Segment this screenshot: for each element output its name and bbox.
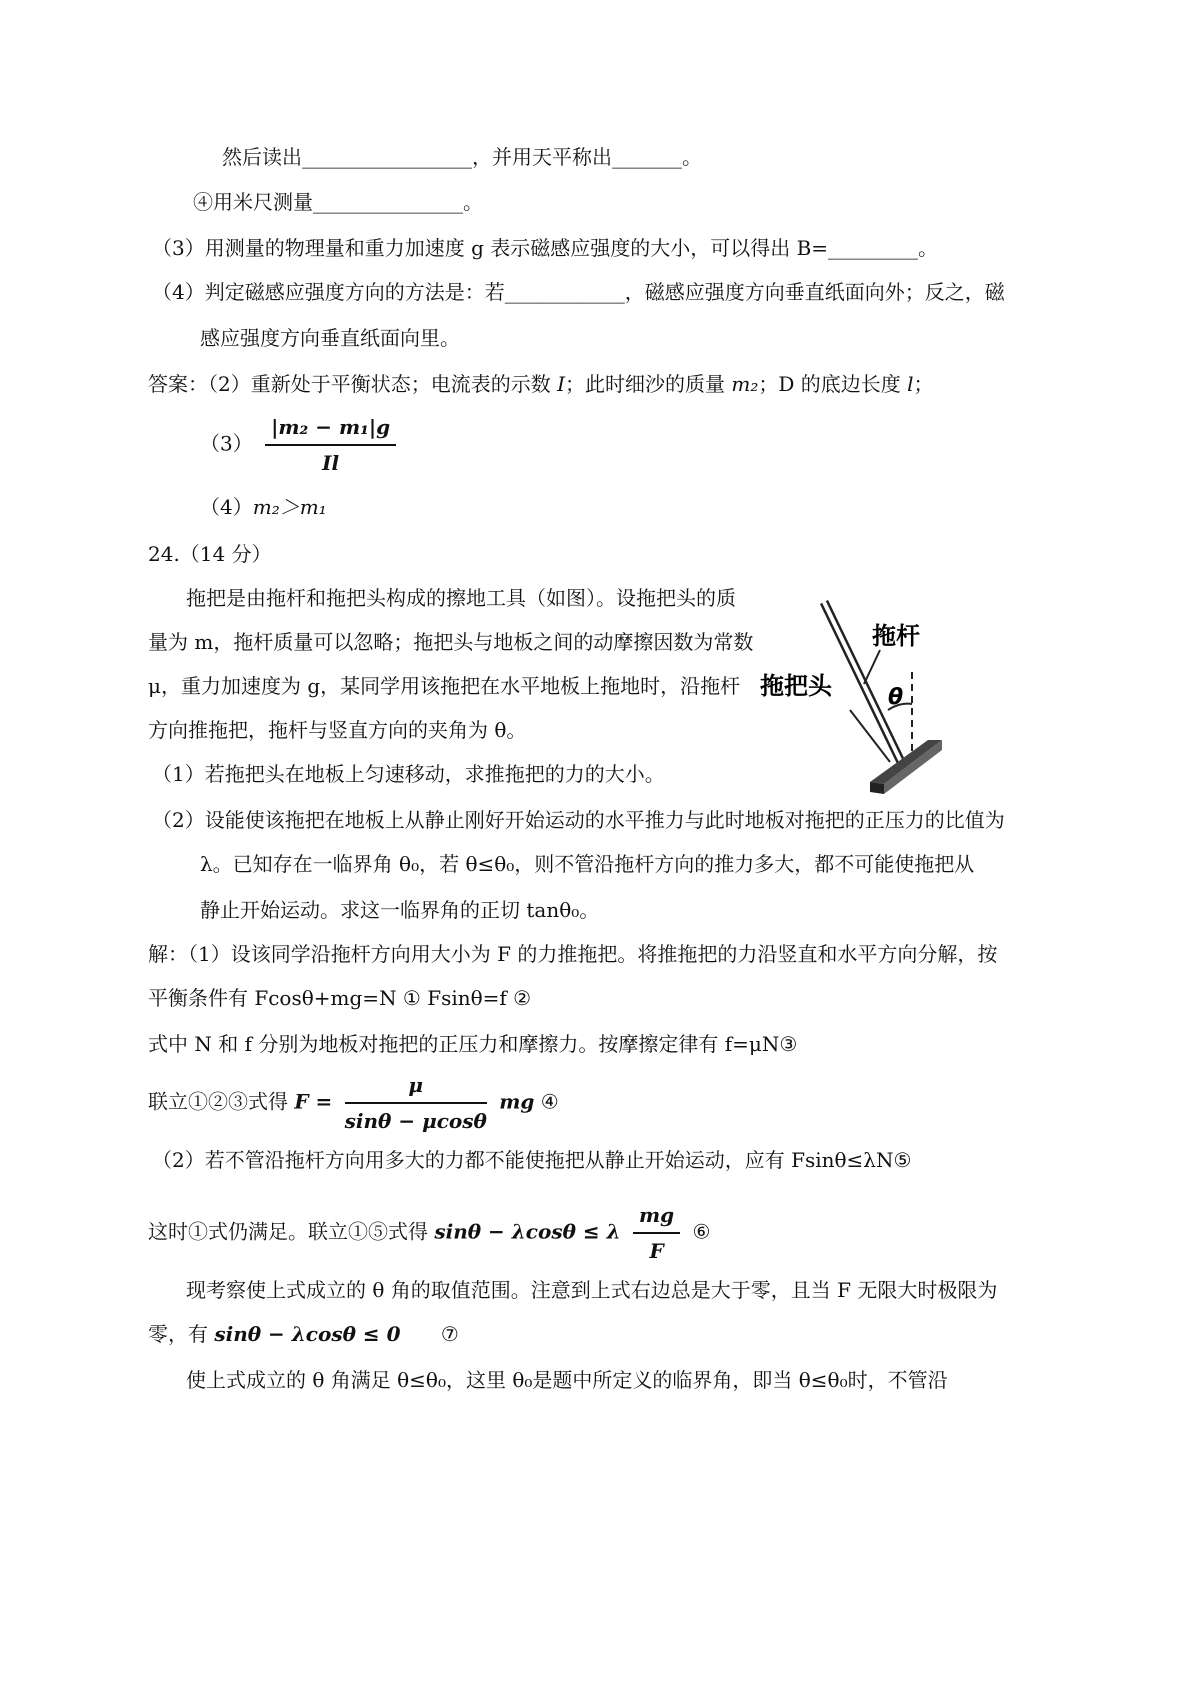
label-theta: θ: [888, 685, 904, 710]
answer-text: ；此时细沙的质量: [565, 372, 732, 396]
text-line: ④用米尺测量_______________。: [193, 190, 483, 214]
answer-4: [200, 493, 327, 521]
text-line: 拖把是由拖杆和拖把头构成的擦地工具（如图）。设拖把头的质: [186, 586, 736, 610]
answer-text: ；: [913, 372, 934, 396]
text-line: 使上式成立的 θ 角满足 θ≤θ₀，这里 θ₀是题中所定义的临界角，即当 θ≤θ₀时，不管沿: [186, 1368, 948, 1392]
fraction-numerator: μ: [345, 1070, 487, 1104]
answer-label: （3）: [200, 431, 253, 456]
label-head: 拖把头: [760, 672, 832, 700]
equation-tail: mg: [499, 1089, 535, 1114]
answer-expr: m₂＞m₁: [252, 495, 327, 519]
text-line: 平衡条件有 Fcosθ+mg=N ① Fsinθ=f ②: [148, 986, 532, 1010]
mop-diagram: [760, 592, 1060, 822]
equation-7: [148, 1320, 459, 1348]
text-line: 现考察使上式成立的 θ 角的取值范围。注意到上式右边总是大于零，且当 F 无限大时极限为: [186, 1278, 998, 1302]
equation-lhs: F =: [294, 1089, 333, 1114]
equation-prefix: 这时①式仍满足。联立①⑤式得: [148, 1219, 428, 1244]
answer-line: [148, 370, 934, 398]
text-line: 解：（1）设该同学沿拖杆方向用大小为 F 的力推拖把。将推拖把的力沿竖直和水平方向分解，按: [148, 942, 998, 966]
symbol-I: I: [557, 372, 565, 396]
rod-label-leader: [864, 650, 880, 684]
mop-figure: [760, 592, 1060, 822]
equation-4: [148, 1070, 559, 1136]
equation-mark: ④: [540, 1089, 559, 1114]
equation-lhs: sinθ − λcosθ ≤ λ: [434, 1219, 621, 1244]
equation-prefix: 联立①②③式得: [148, 1089, 295, 1114]
equation-mark: ⑦: [440, 1322, 459, 1346]
text-line: （4）判定磁感应强度方向的方法是：若____________，磁感应强度方向垂直纸面向外；反之，磁: [152, 280, 1005, 304]
answer-text: ；D 的底边长度: [758, 372, 908, 396]
equation-6: [148, 1200, 710, 1266]
fraction-denominator: F: [649, 1239, 664, 1263]
text-line: 然后读出_________________，并用天平称出_______。: [222, 145, 702, 169]
text-line: 式中 N 和 f 分别为地板对拖把的正压力和摩擦力。按摩擦定律有 f=μN③: [148, 1032, 798, 1056]
text-line: 量为 m，拖杆质量可以忽略；拖把头与地板之间的动摩擦因数为常数: [148, 630, 754, 654]
equation-expr: sinθ − λcosθ ≤ 0: [214, 1322, 401, 1346]
mop-head-side: [870, 782, 884, 794]
text-line: 感应强度方向垂直纸面向里。: [200, 326, 460, 350]
text-line: （3）用测量的物理量和重力加速度 g 表示磁感应强度的大小，可以得出 B=_________。: [152, 236, 939, 260]
text-line: λ。已知存在一临界角 θ₀，若 θ≤θ₀，则不管沿拖杆方向的推力多大，都不可能使拖把从: [200, 852, 975, 876]
text-line: 方向推拖把，拖杆与竖直方向的夹角为 θ。: [148, 718, 527, 742]
text-line: μ，重力加速度为 g，某同学用该拖把在水平地板上拖地时，沿拖杆: [148, 674, 741, 698]
answer-3: [200, 412, 402, 478]
fraction-mg-f: [633, 1200, 680, 1266]
mop-head-top: [870, 740, 942, 784]
symbol-m2: m₂: [731, 372, 759, 396]
text-line: 静止开始运动。求这一临界角的正切 tanθ₀。: [200, 898, 600, 922]
equation-prefix: 零，有: [148, 1322, 208, 1346]
answer-label: （4）: [200, 495, 253, 519]
answer-text: 答案：（2）重新处于平衡状态；电流表的示数: [148, 372, 558, 396]
text-line: （1）若拖把头在地板上匀速移动，求推拖把的力的大小。: [152, 762, 665, 786]
fraction-denominator: Il: [322, 451, 340, 475]
fraction-b: [265, 412, 396, 478]
equation-mark: ⑥: [692, 1219, 711, 1244]
fraction-numerator: |m₂ − m₁|g: [265, 412, 396, 446]
fraction-denominator: sinθ − μcosθ: [344, 1109, 487, 1133]
text-line: （2）设能使该拖把在地板上从静止刚好开始运动的水平推力与此时地板对拖把的正压力的比值为: [152, 808, 1005, 832]
fraction-f: [345, 1070, 487, 1136]
text-line: （2）若不管沿拖杆方向用多大的力都不能使拖把从静止开始运动，应有 Fsinθ≤λN⑤: [152, 1148, 912, 1172]
fraction-numerator: mg: [633, 1200, 680, 1234]
symbol-l: l: [907, 372, 914, 396]
question-number: 24.（14 分）: [148, 542, 272, 566]
label-rod: 拖杆: [872, 622, 920, 650]
